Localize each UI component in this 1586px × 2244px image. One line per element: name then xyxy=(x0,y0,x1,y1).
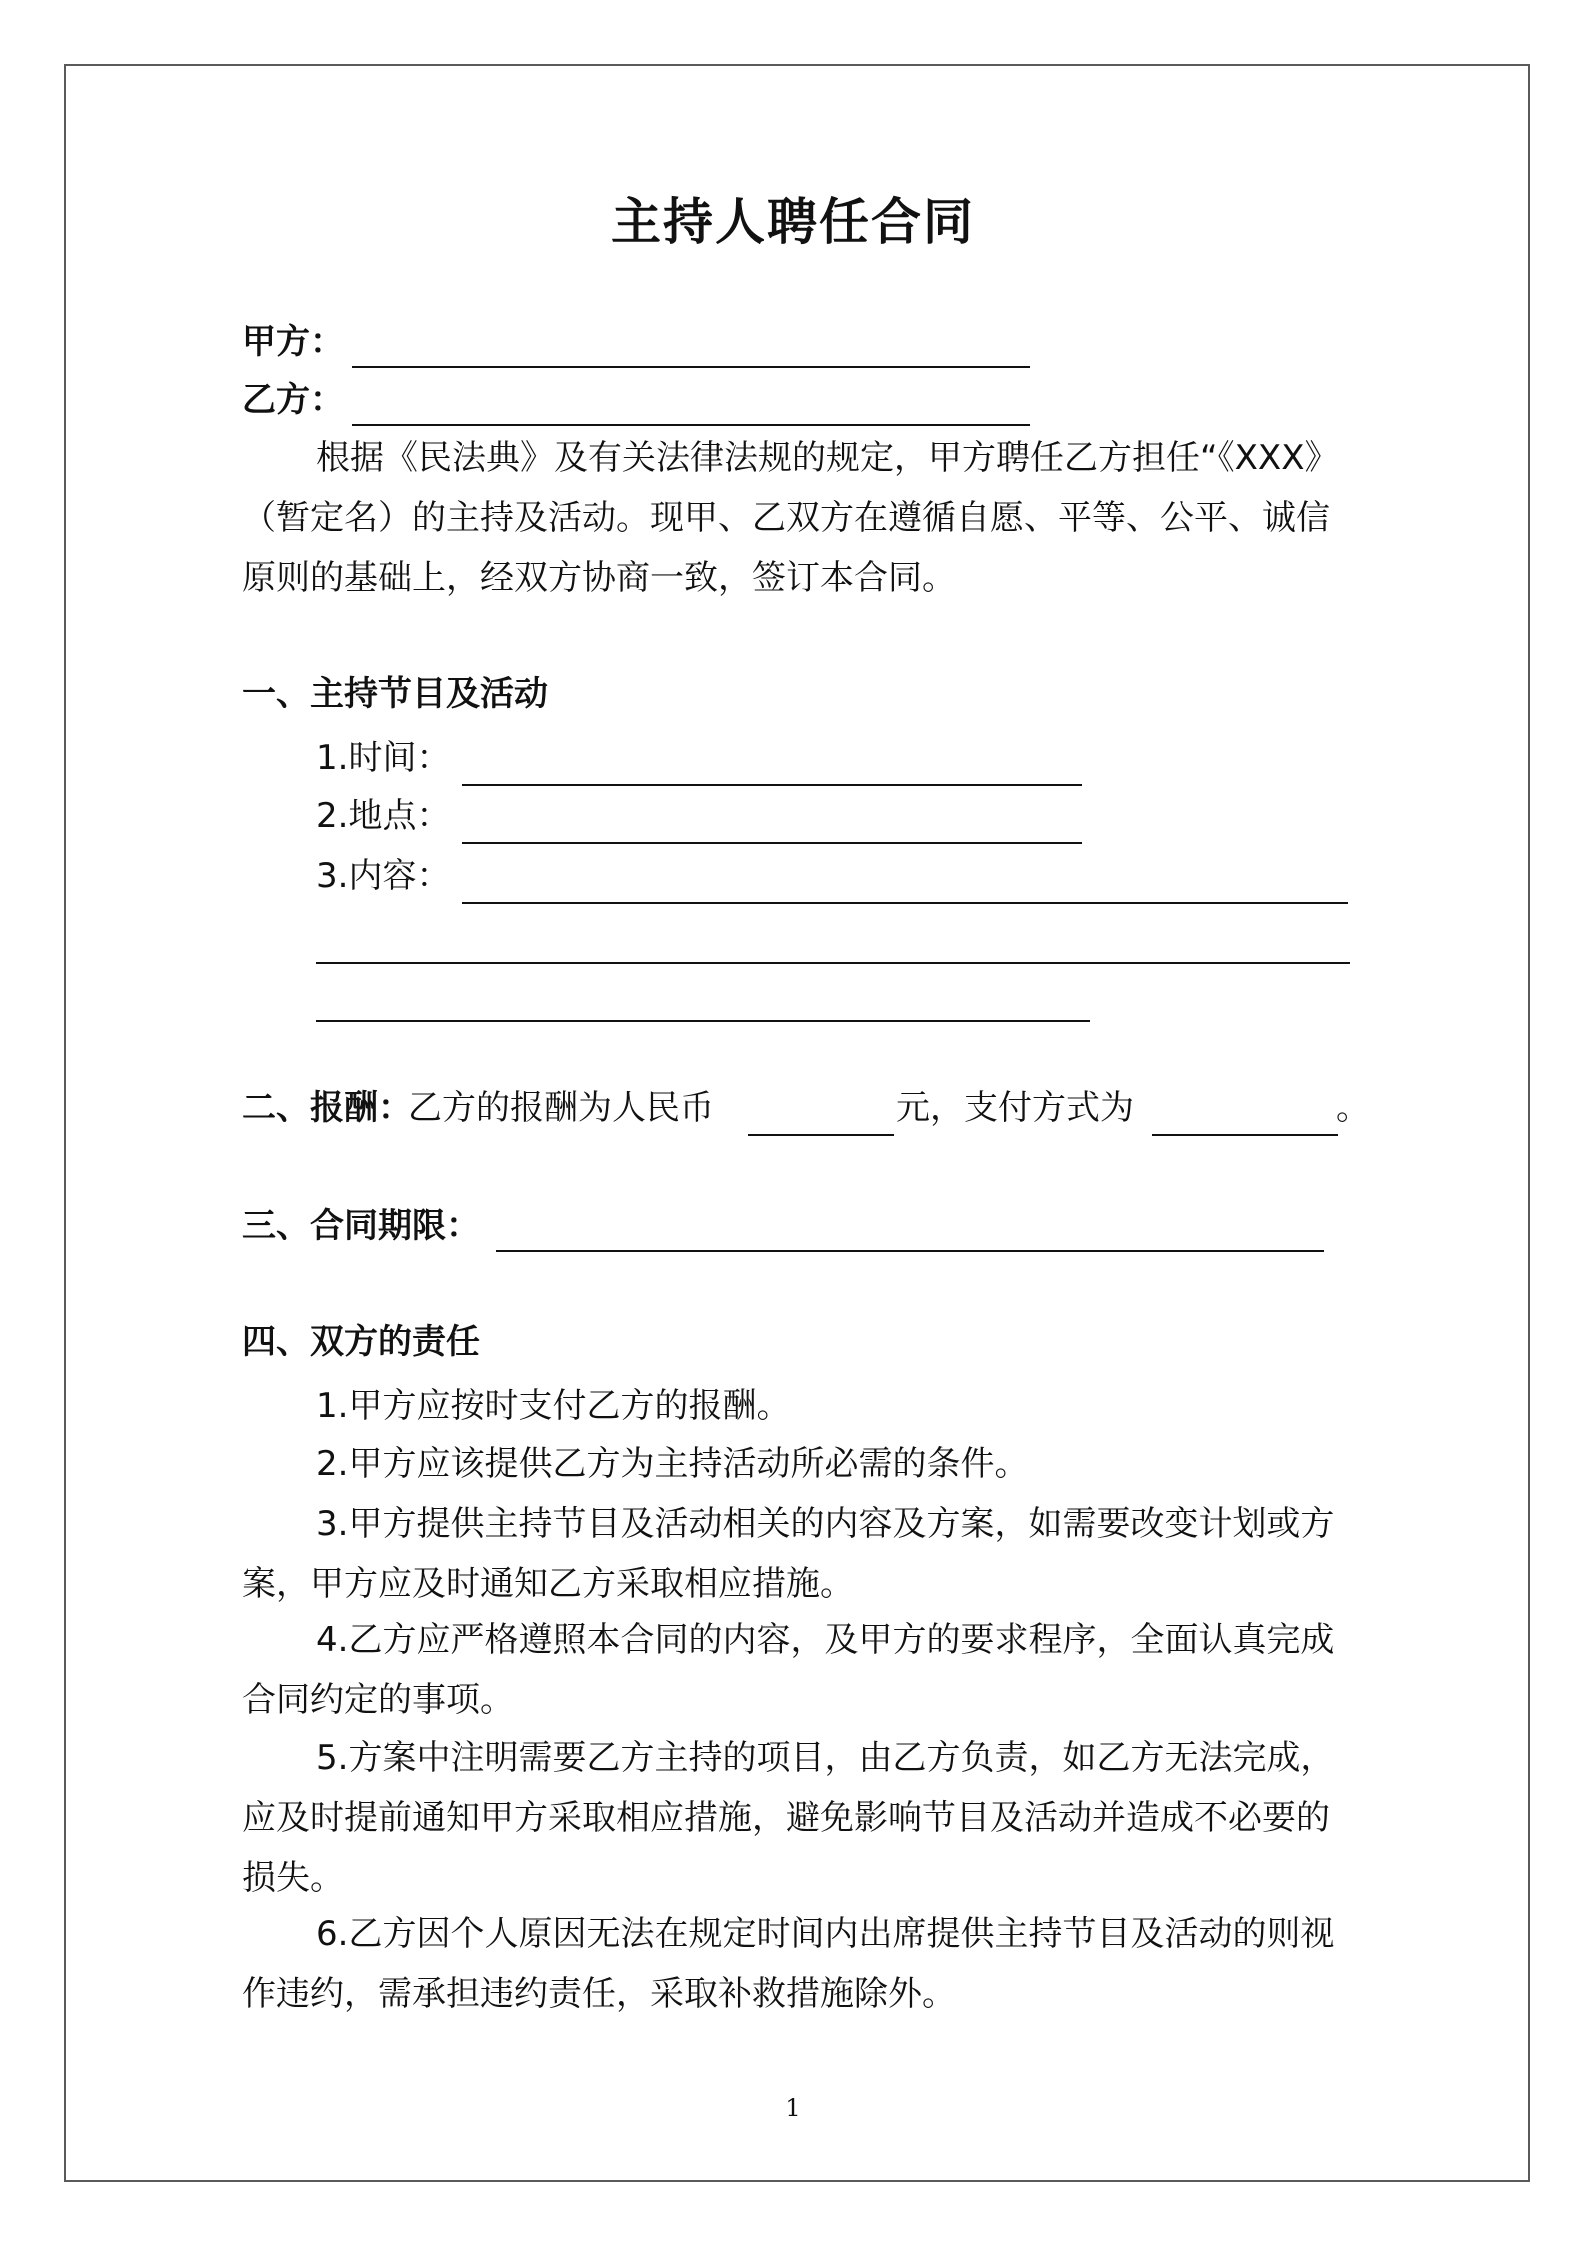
time-label: 1.时间： xyxy=(316,738,451,778)
responsibility-item: 3.甲方提供主持节目及活动相关的内容及方案，如需要改变计划或方案，甲方应及时通知乙方采取相应措施。 xyxy=(242,1504,1335,1604)
responsibility-item: 1.甲方应按时支付乙方的报酬。 xyxy=(316,1386,791,1426)
payment-method-blank[interactable] xyxy=(1152,1134,1338,1136)
intro-paragraph: 根据《民法典》及有关法律法规的规定，甲方聘任乙方担任“《XXX》（暂定名）的主持及活动。现甲、乙双方在遵循自愿、平等、公平、诚信原则的基础上，经双方协商一致，签订本合同。 xyxy=(242,438,1339,598)
content-label: 3.内容： xyxy=(316,856,451,896)
content-blank-line-2[interactable] xyxy=(316,962,1350,964)
section-4-heading: 四、双方的责任 xyxy=(242,1322,480,1362)
party-a-label: 甲方： xyxy=(242,322,344,362)
document-title: 主持人聘任合同 xyxy=(611,193,975,251)
party-b-blank[interactable] xyxy=(352,424,1030,426)
remuneration-text-before: 乙方的报酬为人民币 xyxy=(408,1088,714,1128)
place-label: 2.地点： xyxy=(316,796,451,836)
party-b-label: 乙方： xyxy=(242,380,344,420)
contract-term-blank[interactable] xyxy=(496,1250,1324,1252)
section-3-heading: 三、合同期限： xyxy=(242,1206,480,1246)
content-blank-line-1[interactable] xyxy=(462,902,1348,904)
responsibility-item: 6.乙方因个人原因无法在规定时间内出席提供主持节目及活动的则视作违约，需承担违约责任，采取补救措施除外。 xyxy=(242,1914,1335,2014)
place-blank[interactable] xyxy=(462,842,1082,844)
amount-blank[interactable] xyxy=(748,1134,894,1136)
section-1-heading: 一、主持节目及活动 xyxy=(242,674,548,714)
content-blank-line-3[interactable] xyxy=(316,1020,1090,1022)
party-a-blank[interactable] xyxy=(352,366,1030,368)
responsibility-item: 4.乙方应严格遵照本合同的内容，及甲方的要求程序，全面认真完成合同约定的事项。 xyxy=(242,1620,1335,1720)
remuneration-text-end: 。 xyxy=(1336,1088,1370,1128)
responsibility-item: 5.方案中注明需要乙方主持的项目，由乙方负责，如乙方无法完成，应及时提前通知甲方采取相应措施，避免影响节目及活动并造成不必要的损失。 xyxy=(242,1738,1335,1898)
responsibility-item: 2.甲方应该提供乙方为主持活动所必需的条件。 xyxy=(316,1444,1029,1484)
remuneration-text-middle: 元，支付方式为 xyxy=(896,1088,1134,1128)
page-number: 1 xyxy=(785,2094,801,2122)
time-blank[interactable] xyxy=(462,784,1082,786)
section-2-heading: 二、报酬： xyxy=(242,1088,412,1128)
